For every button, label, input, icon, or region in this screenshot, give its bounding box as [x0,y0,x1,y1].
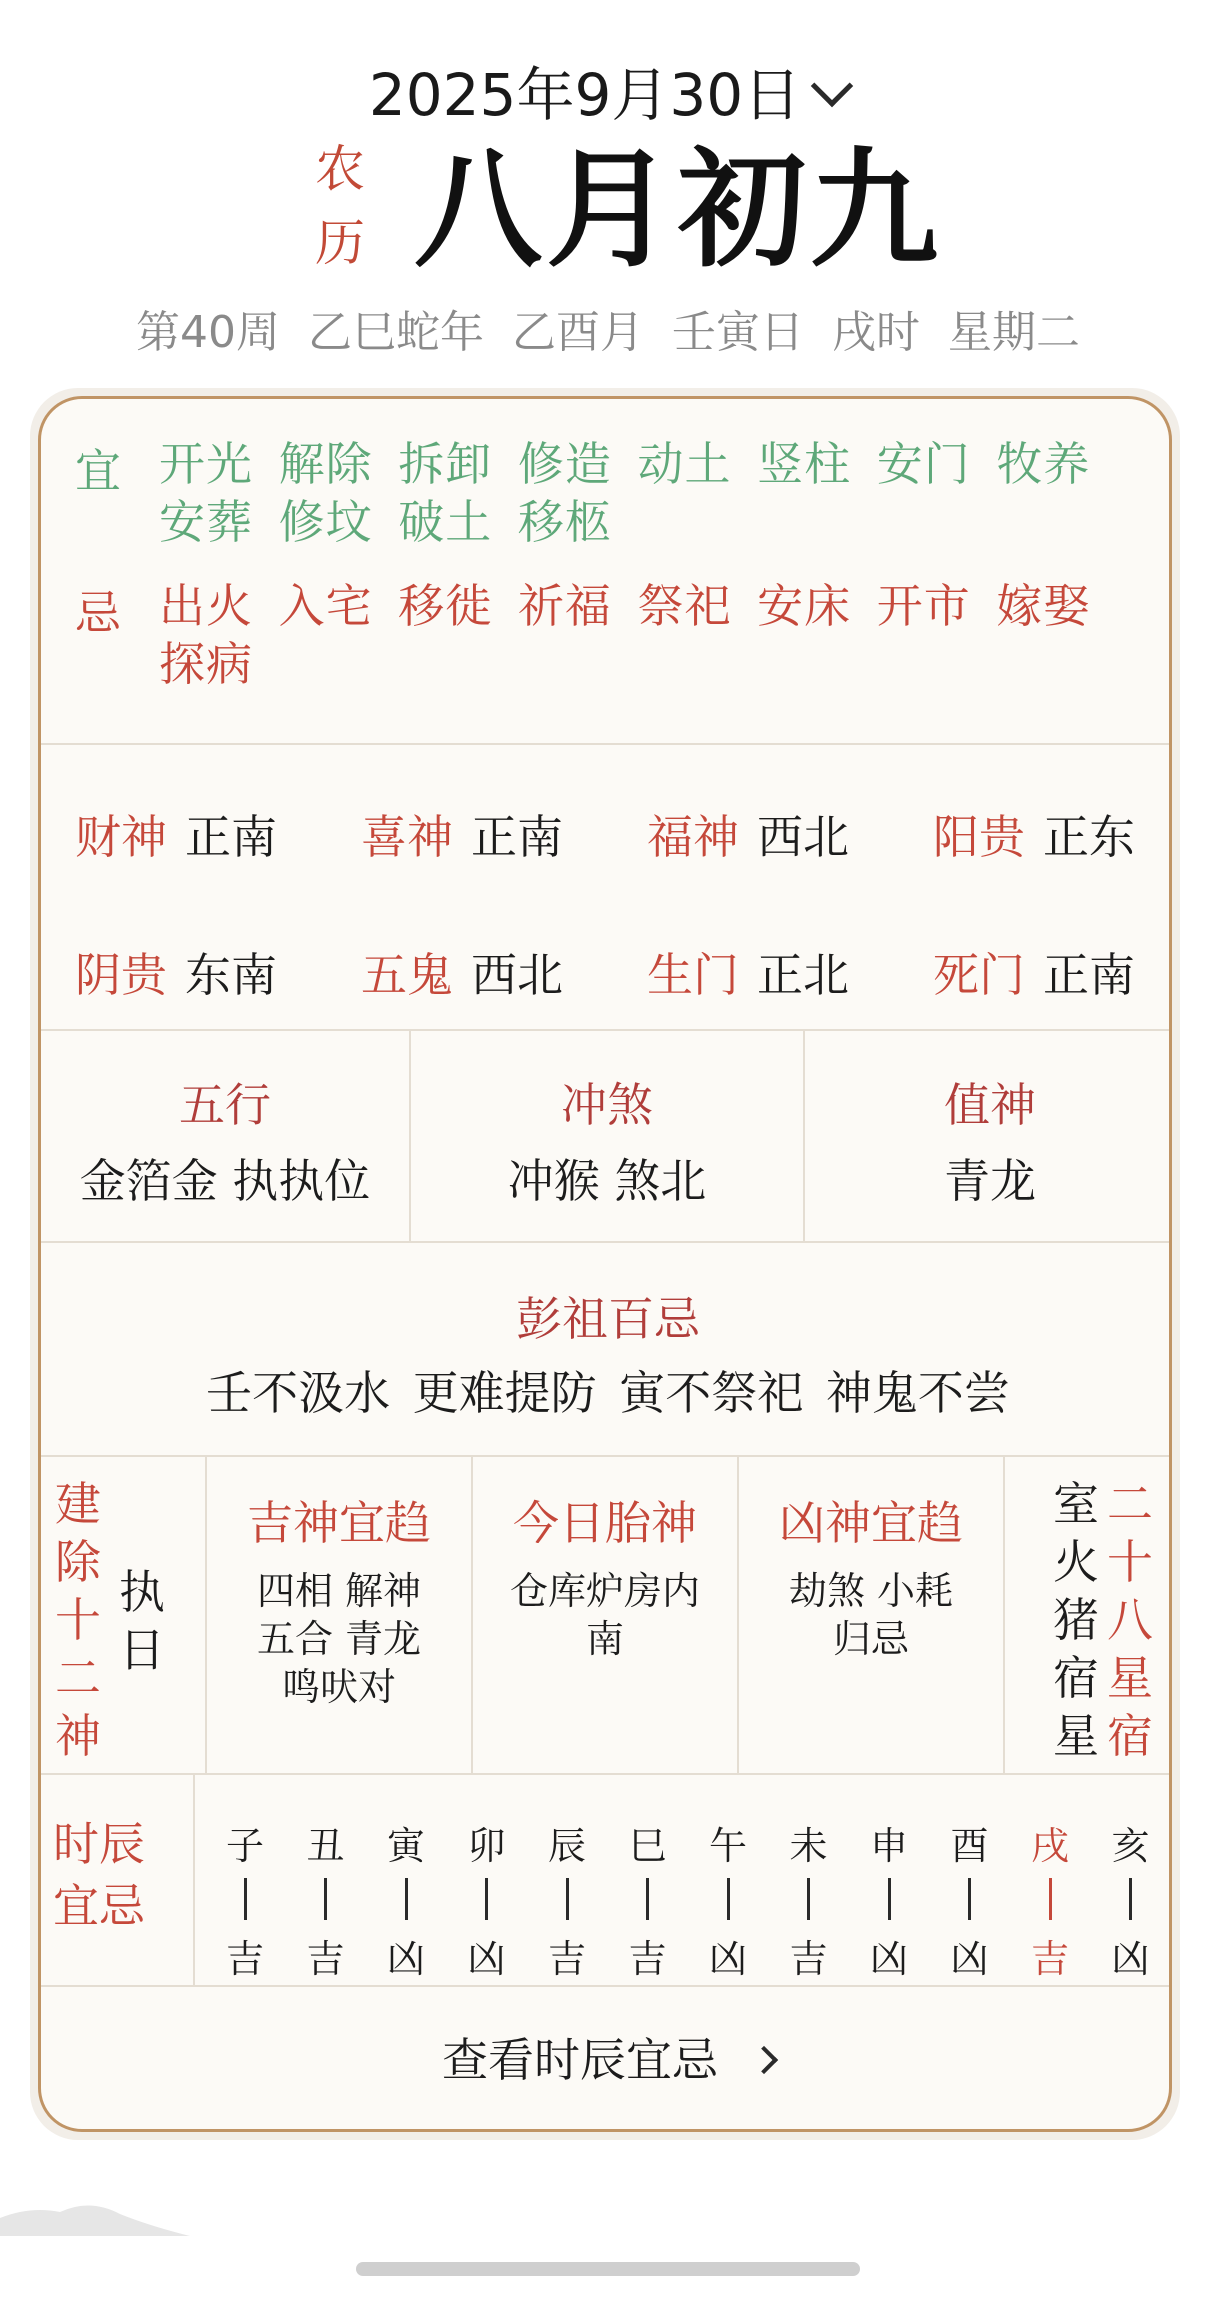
hour-branch: 巳 [628,1824,667,1868]
hour-luck: 凶 [950,1937,989,1981]
yi-text: 开光 解除 拆卸 修造 动土 竖柱 安门 牧养 安葬 修坟 破土 移柩 [159,437,1091,549]
god-key: 死门 [933,948,1025,1002]
god-key: 五鬼 [361,948,453,1002]
god-key: 财神 [75,810,167,864]
xiongshen-title: 凶神宜趋 [779,1496,963,1550]
god-value: 东南 [185,948,277,1002]
hour-bar [566,1878,569,1920]
hours-label-line: 时辰 [53,1817,145,1871]
gods-section [41,745,1172,1031]
hour-item [859,1815,919,1983]
hour-item [215,1815,275,1983]
divider [193,1775,195,1987]
god-value: 正东 [1043,810,1135,864]
hour-luck: 吉 [628,1937,667,1981]
hour-bar [727,1878,730,1920]
xiongshen-list [739,1567,1003,1663]
god-item [647,801,849,867]
jianchu-label-char: 十 [55,1593,101,1647]
date-selector[interactable] [0,48,1216,132]
hour-item [698,1815,758,1983]
hour-bar [485,1878,488,1920]
jianchu-label-char: 建 [55,1477,101,1531]
god-value: 正南 [185,810,277,864]
wuxing-section [41,1031,1172,1243]
god-item [75,939,277,1005]
lunar-label-char: 农 [315,140,365,198]
wuxing-cell [41,1031,409,1241]
hour-luck: 凶 [708,1937,747,1981]
hour-luck: 吉 [789,1937,828,1981]
taishen-line: 仓库炉房内 [509,1569,700,1613]
god-value: 西北 [757,810,849,864]
xiu-label-char: 二 [1107,1477,1153,1531]
hour-item [376,1815,436,1983]
god-item [933,801,1135,867]
hour-luck: 吉 [225,1937,264,1981]
lunar-date-header [0,128,1216,288]
god-key: 阳贵 [933,810,1025,864]
god-item [361,939,563,1005]
jishen-line: 鸣吠对 [281,1665,396,1709]
hours-label [53,1813,145,1937]
god-item [361,801,563,867]
view-hours-content [41,1987,1172,2132]
hour-bar [888,1878,891,1920]
jishen-title: 吉神宜趋 [247,1496,431,1550]
jianchu-value-char: 日 [119,1623,165,1677]
jianchu-label-char: 二 [55,1651,101,1705]
xiongshen-line: 归忌 [832,1617,909,1661]
jishen-line: 四相 解神 [256,1569,422,1613]
god-value: 正南 [471,810,563,864]
god-key: 福神 [647,810,739,864]
god-key: 阴贵 [75,948,167,1002]
pengzu-text: 壬不汲水 更难提防 寅不祭祀 神鬼不尝 [206,1366,1010,1420]
view-hours-button[interactable] [41,1987,1172,2132]
mountain-decoration [0,2196,200,2236]
yi-label: 宜 [75,444,121,498]
hour-item [457,1815,517,1983]
hour-bar [1049,1878,1052,1920]
xiu-label-char: 十 [1107,1535,1153,1589]
chevron-down-icon [811,65,853,107]
zhishen-value: 青龙 [944,1154,1036,1208]
hour-item [779,1815,839,1983]
god-item [647,939,849,1005]
hour-branch: 未 [789,1824,828,1868]
god-item [933,939,1135,1005]
hour-branch: 寅 [386,1824,425,1868]
taishen-line: 南 [585,1617,624,1661]
hour-branch: 辰 [547,1824,586,1868]
taishen-list [473,1567,737,1663]
jianchu-label-char: 神 [55,1709,101,1763]
hour-luck: 吉 [1030,1937,1069,1981]
lunar-date: 八月初九 [414,136,943,285]
hour-branch: 卯 [467,1824,506,1868]
xiu-value-char: 火 [1053,1535,1099,1589]
hour-bar [807,1878,810,1920]
yiji-section [41,399,1172,745]
ji-label: 忌 [75,586,121,640]
chevron-right-icon [750,2046,778,2074]
hour-branch: 亥 [1111,1824,1150,1868]
hour-luck: 凶 [1111,1937,1150,1981]
xiongshen-line: 劫煞 小耗 [788,1569,954,1613]
wuxing-title: 五行 [179,1078,271,1132]
jishen-list [207,1567,471,1711]
hours-label-line: 宜忌 [53,1879,145,1933]
hour-item [296,1815,356,1983]
zhishen-title: 值神 [944,1078,1036,1132]
god-value: 正北 [757,948,849,1002]
god-item [75,801,277,867]
hour-branch: 戌 [1030,1824,1069,1868]
xiu-label-char: 宿 [1107,1709,1153,1763]
taishen-title: 今日胎神 [513,1496,697,1550]
xiu-value [1051,1475,1101,1765]
xiu-label-char: 星 [1107,1651,1153,1705]
god-value: 西北 [471,948,563,1002]
chongsha-value: 冲猴 煞北 [507,1154,707,1208]
hour-luck: 吉 [306,1937,345,1981]
jianchu-label [53,1475,103,1765]
jishen-line: 五合 青龙 [256,1617,422,1661]
chongsha-cell [411,1031,803,1241]
wuxing-value: 金箔金 执执位 [79,1154,371,1208]
lunar-label-char: 历 [315,214,365,272]
xiu-value-char: 室 [1053,1477,1099,1531]
hour-luck: 凶 [386,1937,425,1981]
jianchu-value [117,1563,167,1679]
hour-bar [324,1878,327,1920]
almanac-card [38,396,1172,2132]
pengzu-section [41,1243,1172,1457]
god-value: 正南 [1043,948,1135,1002]
xiu-value-char: 星 [1053,1709,1099,1763]
xiu-value-char: 宿 [1053,1651,1099,1705]
shen-section [41,1457,1172,1775]
hour-luck: 凶 [467,1937,506,1981]
hour-branch: 子 [225,1824,264,1868]
date-text: 2025年9月30日 [368,61,802,129]
pengzu-title: 彭祖百忌 [516,1292,700,1346]
divider [1003,1457,1005,1775]
xiu-value-char: 猪 [1053,1593,1099,1647]
chongsha-title: 冲煞 [561,1078,653,1132]
hour-item [1020,1815,1080,1983]
ji-text: 出火 入宅 移徙 祈福 祭祀 安床 开市 嫁娶 探病 [159,579,1091,691]
lunar-label [312,132,368,280]
ganzhi-info: 第40周 乙巳蛇年 乙酉月 壬寅日 戌时 星期二 [136,307,1080,358]
hour-branch: 丑 [306,1824,345,1868]
hour-item [1101,1815,1161,1983]
hour-branch: 酉 [950,1824,989,1868]
hours-section [41,1775,1172,1987]
hour-branch: 申 [869,1824,908,1868]
jianchu-label-char: 除 [55,1535,101,1589]
home-indicator[interactable] [356,2262,860,2276]
hour-bar [244,1878,247,1920]
xiu-label [1105,1475,1155,1765]
hour-bar [968,1878,971,1920]
god-key: 喜神 [361,810,453,864]
zhishen-cell [805,1031,1172,1241]
hour-luck: 吉 [547,1937,586,1981]
hour-item [940,1815,1000,1983]
hour-luck: 凶 [869,1937,908,1981]
god-key: 生门 [647,948,739,1002]
hour-bar [646,1878,649,1920]
hour-bar [1129,1878,1132,1920]
hour-branch: 午 [708,1824,747,1868]
hour-bar [405,1878,408,1920]
view-hours-label: 查看时辰宜忌 [442,2033,718,2087]
hour-item [537,1815,597,1983]
xiu-label-char: 八 [1107,1593,1153,1647]
jianchu-value-char: 执 [119,1565,165,1619]
hour-item [618,1815,678,1983]
